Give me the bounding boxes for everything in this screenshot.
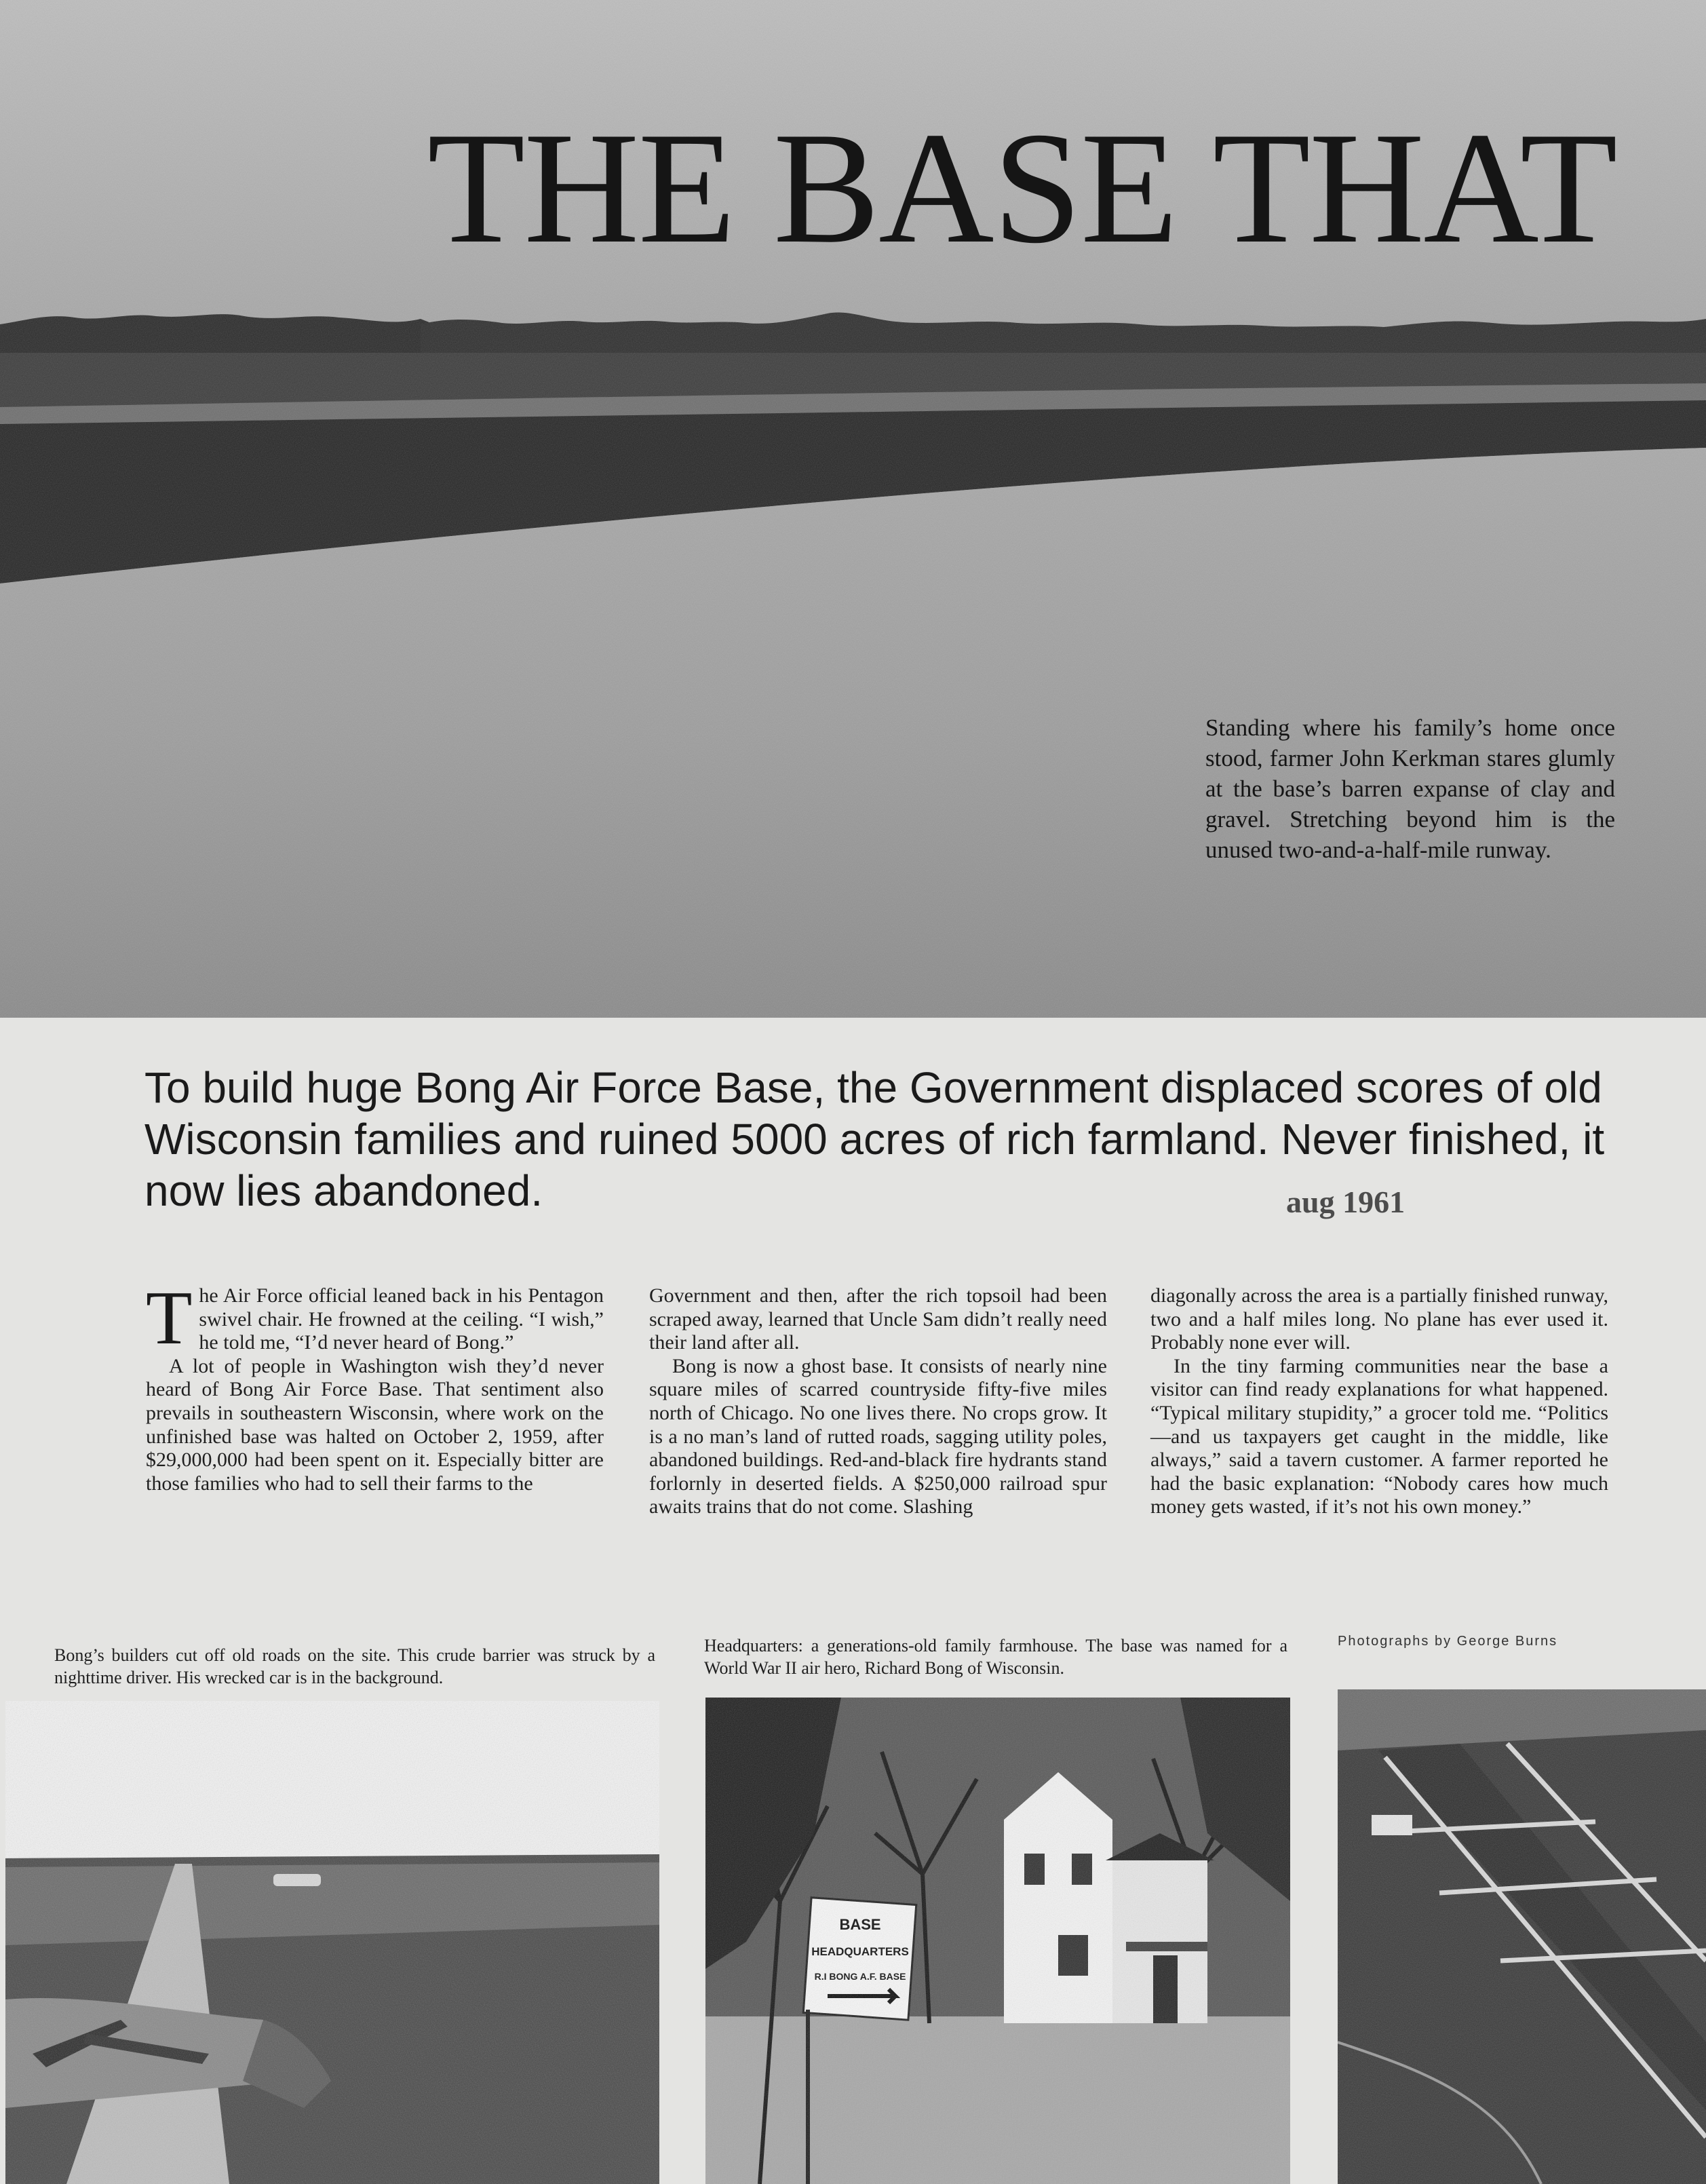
body-paragraph: diagonally across the area is a partially finished runway, two and a half miles long. No plane has ever used it. Probably none ever will. — [1150, 1284, 1608, 1354]
body-paragraph: Government and then, after the rich topsoil had been scraped away, learned that Uncle Sam didn’t really need their land after all. — [649, 1284, 1107, 1354]
body-column-2 — [649, 1284, 1107, 1519]
hero-photo-caption: Standing where his family’s home once stood, farmer John Kerkman stares glumly at the base’s barren expanse of clay and gravel. Stretching beyond him is the unused two-and-a-half-mile runway. — [1205, 714, 1615, 863]
body-paragraph: A lot of people in Washington wish they’d never heard of Bong Air Force Base. That sentiment also prevails in southeastern Wisconsin, where work on the unfinished base was halted on October 2, 1959, after $29,000,000 had been spent on it. Especially bitter are those families who had to sell their farms to the — [146, 1354, 604, 1495]
body-column-3 — [1150, 1284, 1608, 1519]
hero-photo — [0, 0, 1706, 1018]
photo-caption-middle: Headquarters: a generations-old family farmhouse. The base was named for a World War II air hero, Richard Bong of Wisconsin. — [704, 1636, 1287, 1678]
photo-road-barrier — [5, 1701, 659, 2184]
photo-aerial-runway — [1338, 1689, 1706, 2184]
article-deck: To build huge Bong Air Force Base, the Government displaced scores of old Wisconsin families and ruined 5000 acres of rich farmland. Never finished, it now lies abandoned. — [144, 1063, 1605, 1215]
photo-headquarters-farmhouse — [705, 1698, 1290, 2184]
body-column-1 — [146, 1276, 604, 1495]
body-paragraph: Bong is now a ghost base. It consists of nearly nine square miles of scarred countryside fifty-five miles north of Chicago. No one lives there. No crops grow. It is a no man’s land of rutted roads, sagging utility poles, abandoned buildings. Red-and-black fire hydrants stand forlornly in deserted fields. A $250,000 railroad spur awaits trains that do not come. Slashing — [649, 1354, 1107, 1518]
drop-cap: T — [146, 1276, 193, 1360]
photo-caption-left: Bong’s builders cut off old roads on the site. This crude barrier was struck by a nighttime driver. His wrecked car is in the background. — [54, 1645, 655, 1687]
handwritten-date-note: aug 1961 — [1286, 1185, 1405, 1219]
headline: THE BASE THAT — [427, 100, 1616, 277]
photo-credit: Photographs by George Burns — [1338, 1634, 1558, 1649]
body-paragraph: In the tiny farming communities near the base a visitor can find ready explanations for what happened. “Typical military stupidity,” a grocer told me. “Politics—and us taxpayers get caught in the middle, like always,” said a tavern customer. A farmer reported he had the basic explanation: “Nobody cares how much money gets wasted, if it’s not his own money.” — [1150, 1354, 1608, 1518]
body-text: he Air Force official leaned back in his Pentagon swivel chair. He frowned at the ceiling. “I wish,” he told me, “I’d never heard of Bong.” — [199, 1284, 604, 1354]
body-paragraph — [146, 1276, 604, 1360]
